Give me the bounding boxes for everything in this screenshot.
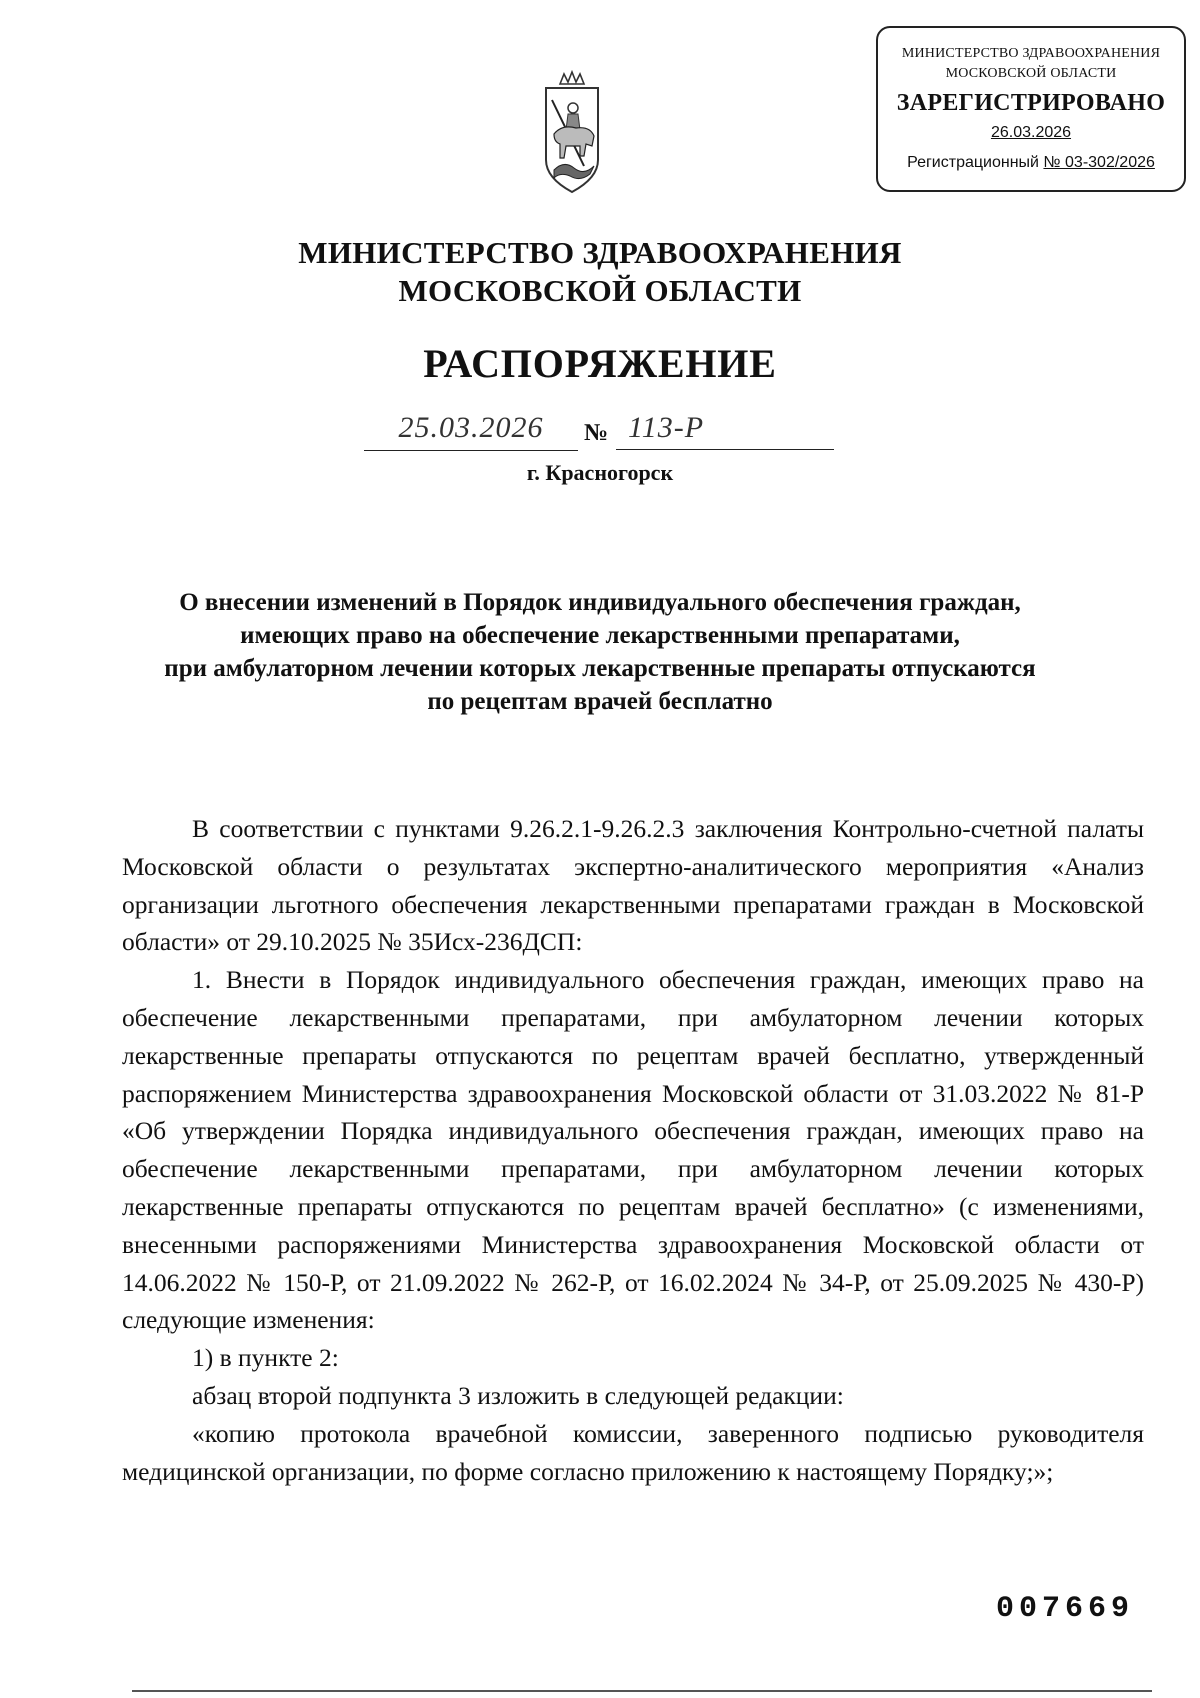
paragraph-instruction: абзац второй подпункта 3 изложить в следующей редакции: [192, 1380, 844, 1410]
document-type: РАСПОРЯЖЕНИЕ [423, 341, 777, 386]
stamp-org-line2: МОСКОВСКОЙ ОБЛАСТИ [945, 66, 1117, 81]
ministry-line1: МИНИСТЕРСТВО ЗДРАВООХРАНЕНИЯ [298, 235, 902, 270]
paragraph-quote: «копию протокола врачебной комиссии, заверенного подписью руководителя медицинской организации, по форме согласно приложению к настоящему Порядку;»; [122, 1418, 1144, 1486]
page-bottom-divider [132, 1690, 1152, 1692]
date-number-line [364, 408, 836, 452]
form-serial-number: 007669 [996, 1592, 1135, 1626]
registration-stamp [876, 26, 1186, 192]
subject-line4: по рецептам врачей бесплатно [427, 688, 773, 715]
ministry-title [0, 234, 1200, 310]
stamp-registration [878, 152, 1184, 174]
coat-of-arms-icon [540, 70, 604, 196]
stamp-reg-label: Регистрационный [907, 154, 1039, 171]
stamp-status: ЗАРЕГИСТРИРОВАНО [896, 90, 1166, 116]
stamp-reg-number: № 03-302/2026 [1043, 154, 1155, 171]
subject-line2: имеющих право на обеспечение лекарственными препаратами, [240, 622, 960, 649]
stamp-date: 26.03.2026 [990, 124, 1072, 141]
subject-line1: О внесении изменений в Порядок индивидуального обеспечения граждан, [179, 589, 1021, 616]
paragraph-preamble: В соответствии с пунктами 9.26.2.1-9.26.2.3 заключения Контрольно-счетной палаты Московской области о результатах экспертно-аналитического мероприятия «Анализ организации льготного обеспечения лекарственными препаратами граждан в Московской области» от 29.10.2025 № 35Исх-236ДСП: [122, 814, 1144, 957]
document-body [122, 810, 1144, 1490]
paragraph-item-1: 1. Внести в Порядок индивидуального обеспечения граждан, имеющих право на обеспечение лекарственными препаратами, при амбулаторном лечении которых лекарственные препараты отпускаются по рецептам врачей бесплатно, утвержденный распоряжением Министерства здравоохранения Московской области от 31.03.2022 № 81-Р «Об утверждении Порядка индивидуального обеспечения граждан, имеющих право на обеспечение лекарственными препаратами, при амбулаторном лечении которых лекарственные препараты отпускаются по рецептам врачей бесплатно» (с изменениями, внесенными распоряжениями Министерства здравоохранения Московской области от 14.06.2022 № 150-Р, от 21.09.2022 № 262-Р, от 16.02.2024 № 34-Р, от 25.09.2025 № 430-Р) следующие изменения: [122, 965, 1144, 1335]
document-subject [0, 586, 1200, 718]
handwritten-date: 25.03.2026 [364, 408, 578, 451]
number-sign: № [584, 420, 609, 446]
stamp-org-line1: МИНИСТЕРСТВО ЗДРАВООХРАНЕНИЯ [901, 46, 1161, 61]
handwritten-number: 113-Р [616, 408, 834, 450]
ministry-line2: МОСКОВСКОЙ ОБЛАСТИ [398, 273, 802, 308]
subject-line3: при амбулаторном лечении которых лекарственные препараты отпускаются [164, 655, 1036, 682]
paragraph-subitem-1: 1) в пункте 2: [192, 1343, 339, 1373]
city: г. Красногорск [526, 460, 674, 485]
